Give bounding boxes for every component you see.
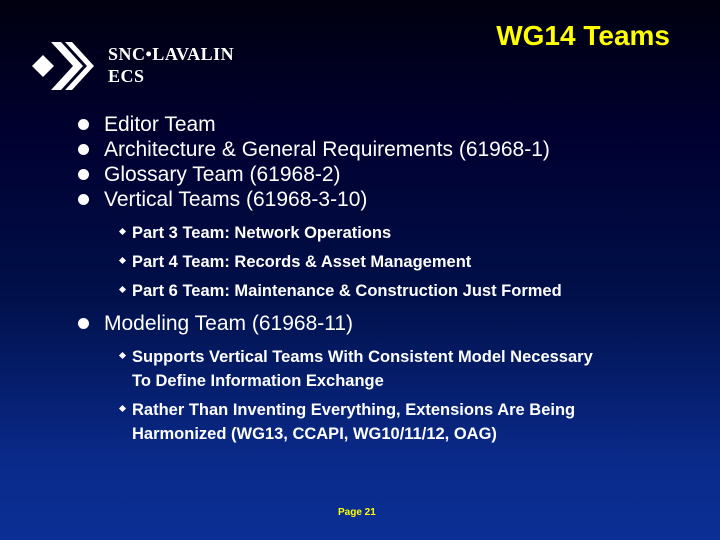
diamond-bullet-icon: [119, 352, 126, 359]
bullet-item: [76, 187, 706, 212]
sub-bullet-item: [120, 398, 706, 446]
bullet-item: [76, 137, 706, 162]
sub-bullet-text: Part 4 Team: Records & Asset Management: [132, 253, 472, 271]
sub-bullet-item: [120, 345, 706, 393]
bullet-dot-icon: [78, 318, 89, 329]
logo-subtext: ECS: [108, 66, 145, 86]
bullet-dot-icon: [78, 144, 89, 155]
bullet-item: [76, 112, 706, 137]
bullet-item: [76, 162, 706, 187]
sub-bullet-text-line-1: Rather Than Inventing Everything, Extensions Are Being: [132, 401, 576, 419]
bullet-text: Glossary Team (61968-2): [104, 163, 341, 186]
sub-bullet-text-line-2: Harmonized (WG13, CCAPI, WG10/11/12, OAG): [132, 425, 497, 443]
sub-bullet-text-line-1: Supports Vertical Teams With Consistent Model Necessary: [132, 348, 593, 366]
bullet-dot-icon: [78, 119, 89, 130]
sub-bullet-text-line-2: To Define Information Exchange: [132, 372, 384, 390]
sub-bullet-text: Part 3 Team: Network Operations: [132, 224, 392, 242]
bullet-dot-icon: [78, 169, 89, 180]
vertical-teams-sublist: [76, 221, 706, 303]
bullet-text: Vertical Teams (61968-3-10): [104, 188, 368, 211]
sub-bullet-item: [120, 221, 706, 245]
modeling-team-sublist: [76, 345, 706, 446]
logo-wordmark: SNC•LAVALIN: [108, 44, 235, 64]
diamond-bullet-icon: [119, 286, 126, 293]
bullet-item: [76, 311, 706, 336]
snc-lavalin-logo-icon: [30, 40, 94, 92]
company-logo: [30, 40, 270, 92]
slide-title: WG14 Teams: [496, 20, 670, 51]
bullet-text: Editor Team: [104, 113, 216, 136]
bullet-text: Modeling Team (61968-11): [104, 312, 354, 335]
diamond-bullet-icon: [119, 405, 126, 412]
page-number: Page 21: [338, 507, 376, 518]
sub-bullet-text: Part 6 Team: Maintenance & Construction Just Formed: [132, 282, 562, 300]
bullet-text: Architecture & General Requirements (61968-1): [104, 138, 550, 161]
bullet-list: [76, 112, 706, 454]
sub-bullet-item: [120, 279, 706, 303]
diamond-bullet-icon: [119, 257, 126, 264]
sub-bullet-item: [120, 250, 706, 274]
bullet-dot-icon: [78, 194, 89, 205]
diamond-bullet-icon: [119, 228, 126, 235]
